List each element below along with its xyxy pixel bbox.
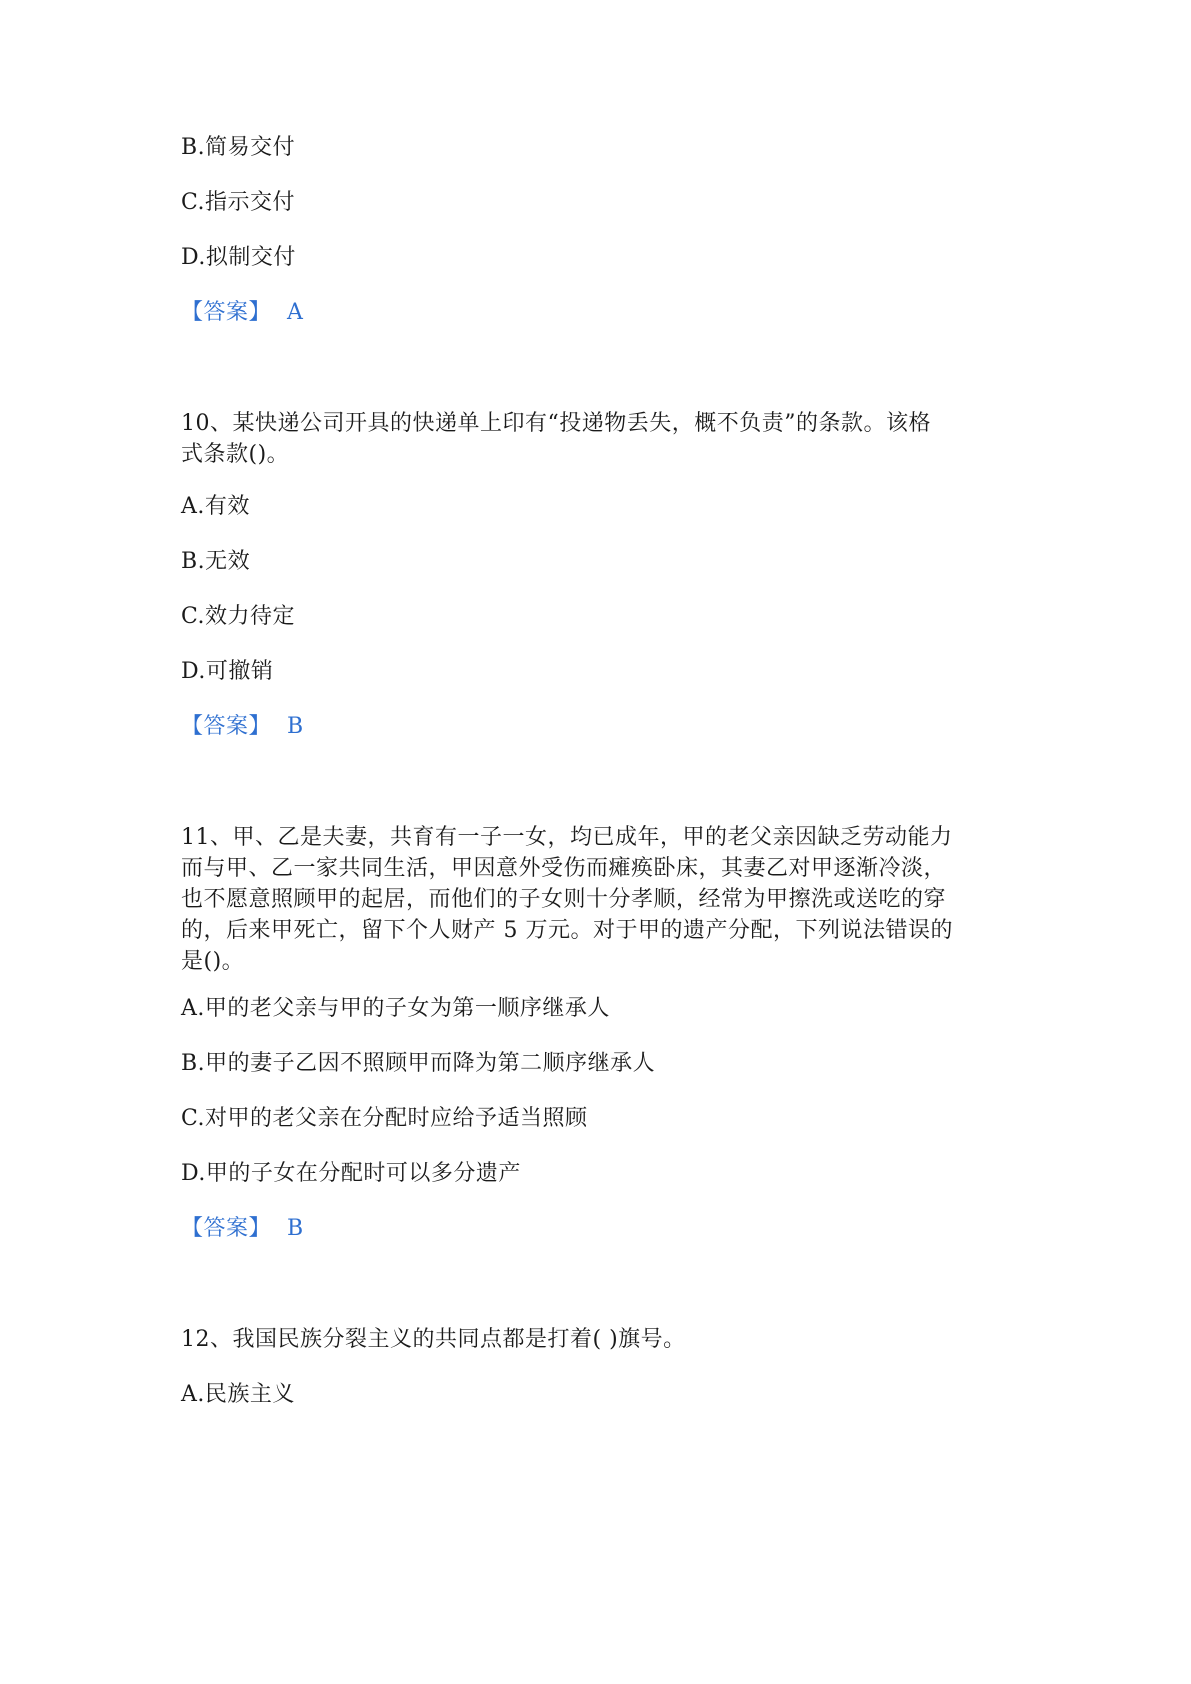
q10-option-c: C.效力待定 (181, 604, 296, 629)
q10-option-a: A.有效 (181, 494, 250, 519)
q9-option-d: D.拟制交付 (181, 245, 296, 270)
q12-stem (181, 1324, 1011, 1355)
q9-answer-tag: 【答案】 (181, 300, 272, 325)
q11-option-b: B.甲的妻子乙因不照顾甲而降为第二顺序继承人 (181, 1051, 656, 1076)
q10-answer-value: B (287, 714, 304, 739)
q11-stem-line-5: 是()。 (181, 949, 245, 974)
q10-option-d: D.可撤销 (181, 659, 274, 684)
q11-stem (181, 822, 1011, 977)
q10-stem (181, 408, 1011, 470)
q11-option-a: A.甲的老父亲与甲的子女为第一顺序继承人 (181, 996, 610, 1021)
q10-answer-tag: 【答案】 (181, 714, 272, 739)
q11-answer-tag: 【答案】 (181, 1216, 272, 1241)
q12-option-a: A.民族主义 (181, 1382, 295, 1407)
q10-stem-line-2: 式条款()。 (181, 442, 290, 467)
q11-stem-line-1: 11、甲、乙是夫妻，共育有一子一女，均已成年，甲的老父亲因缺乏劳动能力 (181, 825, 953, 850)
q11-stem-line-4: 的，后来甲死亡，留下个人财产 5 万元。对于甲的遗产分配，下列说法错误的 (181, 918, 953, 943)
q12-stem-line-1: 12、我国民族分裂主义的共同点都是打着( )旗号。 (181, 1327, 686, 1352)
q10-stem-line-1: 10、某快递公司开具的快递单上印有“投递物丢失，概不负责”的条款。该格 (181, 411, 931, 436)
q9-answer-value: A (287, 300, 304, 325)
q11-stem-line-3: 也不愿意照顾甲的起居，而他们的子女则十分孝顺，经常为甲擦洗或送吃的穿 (181, 887, 947, 912)
q11-answer (181, 1214, 304, 1244)
q11-stem-line-2: 而与甲、乙一家共同生活，甲因意外受伤而瘫痪卧床，其妻乙对甲逐渐冷淡， (181, 856, 947, 881)
q9-answer (181, 298, 303, 328)
q9-option-c: C.指示交付 (181, 190, 296, 215)
q10-answer (181, 712, 304, 742)
q9-option-b: B.简易交付 (181, 135, 296, 160)
q11-option-c: C.对甲的老父亲在分配时应给予适当照顾 (181, 1106, 588, 1131)
q11-answer-value: B (287, 1216, 304, 1241)
q11-option-d: D.甲的子女在分配时可以多分遗产 (181, 1161, 521, 1186)
q10-option-b: B.无效 (181, 549, 251, 574)
